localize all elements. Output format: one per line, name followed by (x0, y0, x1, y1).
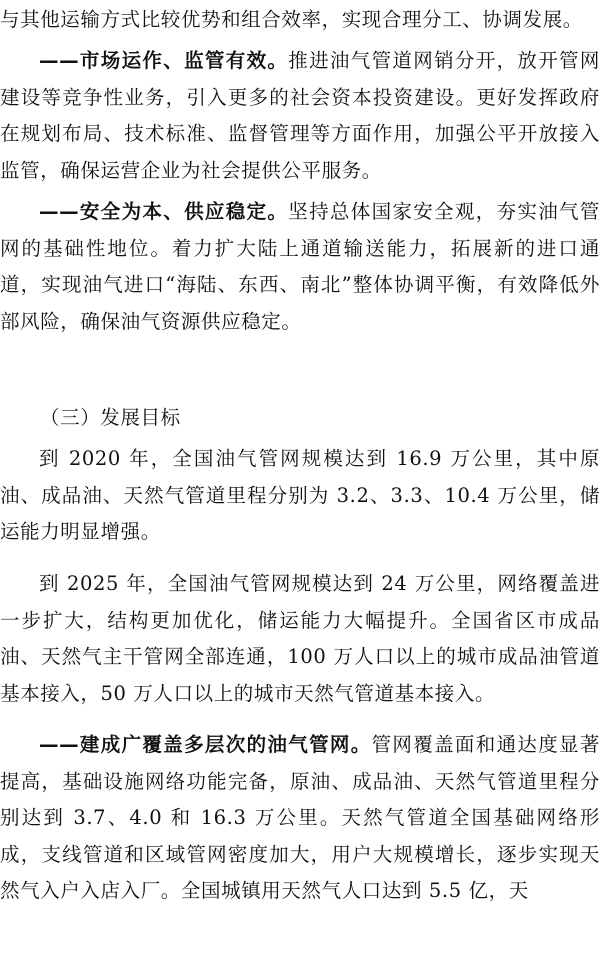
paragraph-safety-supply (0, 194, 600, 340)
paragraph-text: 到 2025 年，全国油气管网规模达到 24 万公里，网络覆盖进一步扩大，结构更加优化，储运能力大幅提升。全国省区市成品油、天然气主干管网全部连通，100 万人口以上的城市成品油管道基本接入，50 万人口以上的城市天然气管道基本接入。 (0, 572, 600, 705)
paragraph-lead: ——建成广覆盖多层次的油气管网。 (39, 733, 372, 756)
paragraph-text: 与其他运输方式比较优势和组合效率，实现合理分工、协调发展。 (0, 8, 583, 31)
paragraph-market-operation (0, 43, 600, 189)
paragraph-2025-target (0, 566, 600, 712)
paragraph-pipeline-network (0, 727, 600, 910)
paragraph-text: 坚持总体国家安全观，夯实油气管网的基础性地位。着力扩大陆上通道输送能力，拓展新的进口通道，实现油气进口“海陆、东西、南北”整体协调平衡，有效降低外部风险，确保油气资源供应稳定。 (0, 200, 600, 333)
paragraph-text: 推进油气管道网销分开，放开管网建设等竞争性业务，引入更多的社会资本投资建设。更好发挥政府在规划布局、技术标准、监督管理等方面作用，加强公平开放接入监管，确保运营企业为社会提供公平服务。 (0, 49, 600, 182)
paragraph-text: 管网覆盖面和通达度显著提高，基础设施网络功能完备，原油、成品油、天然气管道里程分别达到 3.7、4.0 和 16.3 万公里。天然气管道全国基础网络形成，支线管道和区域管网密度加大，用户大规模增长，逐步实现天然气入户入店入厂。全国城镇用天然气人口达到 5.5 亿，天 (0, 733, 600, 902)
paragraph-lead: ——市场运作、监管有效。 (39, 49, 289, 72)
paragraph-lead: ——安全为本、供应稳定。 (39, 200, 289, 223)
section-heading (40, 400, 181, 437)
section-heading-text: （三）发展目标 (40, 406, 181, 429)
paragraph-2020-target (0, 441, 600, 551)
paragraph-continuation (0, 2, 600, 39)
paragraph-text: 到 2020 年，全国油气管网规模达到 16.9 万公里，其中原油、成品油、天然气管道里程分别为 3.2、3.3、10.4 万公里，储运能力明显增强。 (0, 447, 600, 543)
